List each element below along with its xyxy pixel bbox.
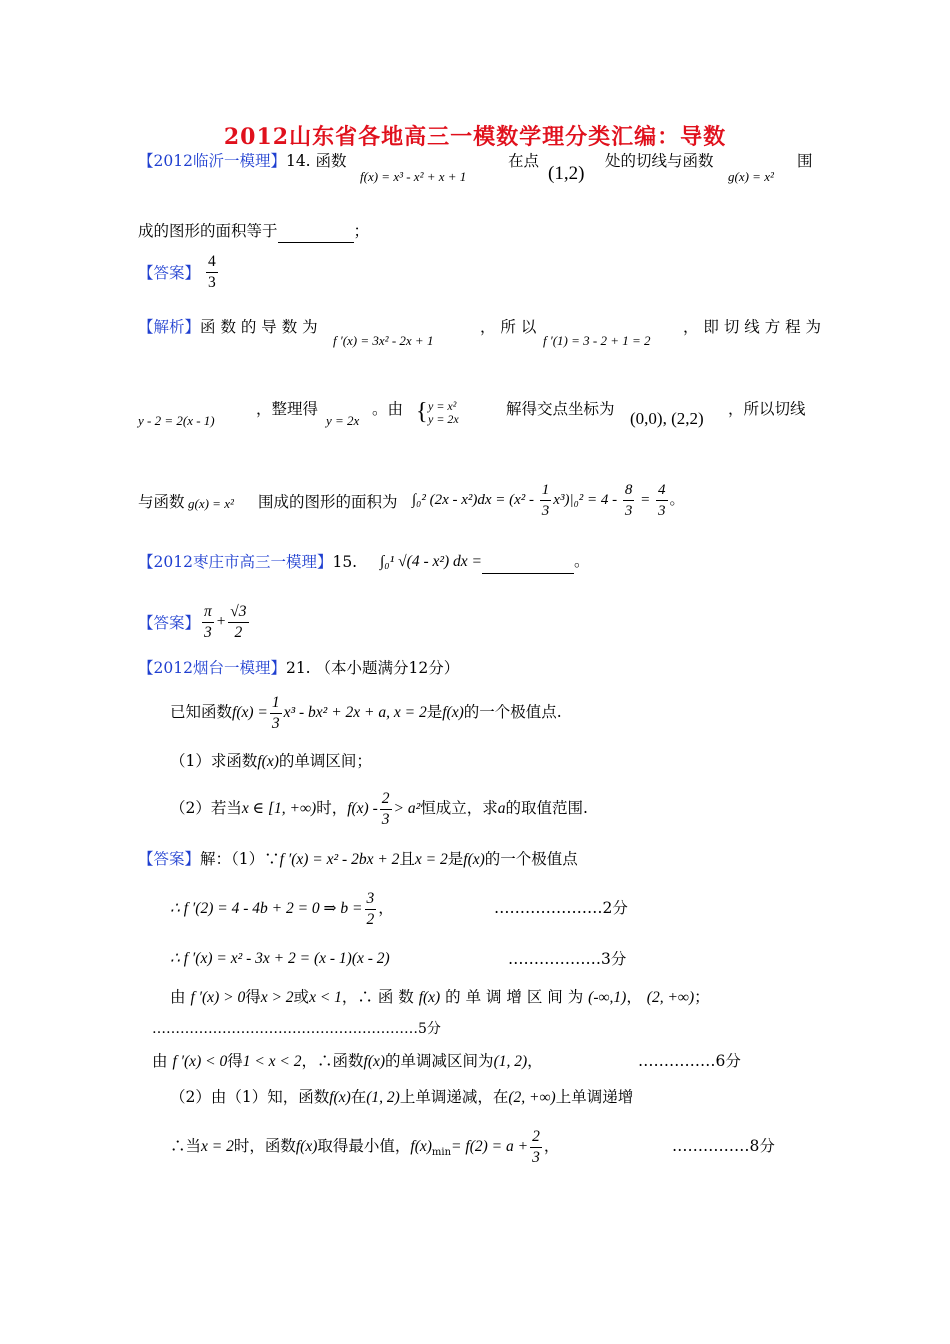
q3-s6-c: 1 < x < 2: [242, 1053, 302, 1070]
q3-s4-end: ；: [694, 988, 710, 1006]
q3-p1-end: 的单调区间；: [278, 752, 372, 770]
q3-p2-pre: （2）若当: [170, 799, 242, 817]
q3-answer-label: 【答案】: [138, 850, 201, 868]
q3-p2-mid2: 恒成立，求: [420, 799, 498, 817]
q3-s8-mid: 时，函数: [233, 1137, 296, 1155]
q1-cont-end: ；: [353, 222, 370, 240]
q3-s6-mid: 得: [227, 1052, 243, 1070]
q2-integral: ∫₀¹ √(4 - x²) dx =: [380, 553, 483, 570]
q3-part1: [170, 750, 372, 773]
q1-source-tag: 【2012临沂一模理】: [138, 152, 286, 170]
q3-s4-c1: x > 2: [260, 989, 294, 1006]
brace-icon: {: [416, 399, 428, 425]
q3-p1-pre: （1）求函数: [170, 752, 258, 770]
q2-answer-label: 【答案】: [138, 614, 201, 632]
q2-answer-value: [200, 602, 251, 643]
fraction-numerator: 2: [380, 789, 392, 810]
q2-end: 。: [574, 553, 590, 570]
q1-mid2: 处的切线与函数: [605, 152, 714, 170]
q3-p2-ineq: > a²: [393, 800, 421, 817]
q3-solution-8: [170, 1124, 559, 1175]
fraction-numerator: π: [202, 602, 214, 623]
q3-s8-expr: f(x): [410, 1138, 432, 1155]
q3-s4-mid3: 的 单 调 增 区 间 为: [445, 988, 584, 1006]
fraction-numerator: 1: [270, 693, 282, 714]
q1-prefix: 14. 函数: [285, 152, 347, 170]
fraction-denominator: 3: [271, 714, 280, 732]
q3-s4-i1: (-∞,1): [588, 989, 627, 1006]
q3-s7-f: f(x): [329, 1089, 351, 1106]
q3-s8-sub: min: [431, 1147, 452, 1159]
q3-s4-i2: (2, +∞): [646, 989, 695, 1006]
q2-answer: [138, 612, 200, 634]
q1-analysis: [138, 316, 318, 338]
q3-s8-comma: ，: [543, 1137, 560, 1155]
q1-a3-g: g(x) = x²: [188, 496, 234, 511]
q3-s1-mid2: 是: [447, 850, 464, 868]
q3-s2-score: …………………2分: [494, 899, 628, 917]
fraction-denominator: 3: [532, 1148, 540, 1166]
q3-part2: [170, 786, 588, 831]
q3-s7-mid2: 上单调递减，在: [399, 1088, 509, 1106]
fraction-numerator: 4: [206, 252, 218, 273]
q3-s1-expr: f ′(x) = x² - 2bx + 2: [279, 851, 400, 868]
fraction-denominator: 2: [234, 624, 243, 641]
q3-s4-pre: 由: [170, 988, 186, 1006]
q3-s6-mid2: ，∴函数: [301, 1052, 364, 1070]
q3-stem: [138, 657, 459, 679]
q1-g-function: g(x) = x²: [728, 169, 774, 184]
q3-s2-expr: ∴ f ′(2) = 4 - 4b + 2 = 0 ⇒ b =: [170, 900, 363, 917]
q3-s7-end: 上单调递增: [555, 1088, 634, 1106]
q1-system-eq1: y = x²: [428, 399, 457, 413]
integral-evaluation: x³)|₀² = 4 -: [553, 492, 621, 508]
q3-given-end: 是: [426, 703, 443, 721]
q1-answer-label: 【答案】: [138, 264, 201, 282]
q3-prefix: 21. （本小题满分12分）: [285, 659, 460, 677]
q3-given-end2: 的一个极值点.: [463, 703, 562, 721]
q3-s8-x: x = 2: [201, 1138, 234, 1155]
fraction-numerator: √3: [228, 602, 248, 623]
document-title: 2012山东省各地高三一模数学理分类汇编：导数: [223, 124, 727, 150]
q1-a2-end: ，所以切线: [728, 400, 806, 418]
fraction-denominator: 2: [366, 910, 375, 928]
q3-p1-f: f(x): [257, 753, 279, 770]
fraction-denominator: 3: [658, 503, 666, 520]
q3-s8-score: ……………8分: [672, 1137, 775, 1155]
q1-tangent-line: y - 2 = 2(x - 1): [138, 413, 215, 428]
q1-answer-fraction: [204, 252, 220, 293]
q1-analysis-label: 【解析】: [138, 318, 201, 336]
q3-s7-i2: (2, +∞): [508, 1089, 556, 1106]
plus-sign: +: [215, 613, 227, 631]
q3-solution-1: [138, 848, 578, 871]
q1-a1-mid: ， 所 以: [480, 318, 537, 336]
equals-sign: =: [636, 492, 655, 508]
q1-cont-text: 成的图形的面积等于: [138, 222, 278, 240]
q3-s6-score: ……………6分: [638, 1052, 741, 1070]
q3-p2-mid: 时，: [316, 799, 348, 817]
q3-s5-score: …………………………………………………5分: [152, 1021, 441, 1037]
q3-s4-comma: ，: [626, 988, 642, 1006]
q3-s4-or: 或: [293, 988, 310, 1006]
q3-s6-expr: f ′(x) < 0: [172, 1053, 228, 1070]
fraction-numerator: 4: [656, 480, 668, 501]
q2-source-tag: 【2012枣庄市高三一模理】: [138, 553, 333, 571]
q3-s8-mid2: 取得最小值，: [317, 1137, 411, 1155]
q3-s7-mid: 在: [350, 1088, 367, 1106]
q3-s3-score: ………………3分: [508, 950, 627, 968]
q3-s1-pre: 解：（1）∵: [200, 850, 280, 868]
q3-s6-comma: ，: [527, 1052, 543, 1070]
q3-p2-f: f(x) -: [347, 800, 378, 817]
q1-system-eq2: y = 2x: [428, 412, 459, 426]
q3-s6-i: (1, 2): [493, 1053, 528, 1070]
q3-s8-pre: ∴当: [170, 1137, 202, 1155]
q3-s1-x: x = 2: [414, 851, 448, 868]
q1-a3-end: 。: [669, 492, 685, 508]
q1-function: f(x) = x³ - x² + x + 1: [360, 169, 467, 184]
q3-source-tag: 【2012烟台一模理】: [138, 659, 286, 677]
q3-s8-f: f(x): [295, 1138, 318, 1155]
q3-solution-4: [170, 986, 710, 1009]
q3-p2-cond: x ∈ [1, +∞): [241, 800, 317, 817]
q2-stem: [138, 551, 357, 573]
q1-mid: 在点: [508, 152, 540, 170]
q3-solution-6: [152, 1050, 543, 1073]
q3-s7-i1: (1, 2): [366, 1089, 400, 1106]
q1-a3-pre: 与函数: [138, 493, 185, 511]
q3-s1-mid: 且: [399, 850, 415, 868]
fraction-denominator: 3: [208, 274, 216, 291]
q1-continuation: [138, 220, 369, 243]
integral-expression: ∫₀² (2x - x²)dx = (x² -: [412, 492, 538, 508]
q3-s6-mid3: 的单调减区间为: [385, 1052, 494, 1070]
fraction-denominator: 3: [204, 624, 212, 641]
q1-analysis-text: 函 数 的 导 数 为: [200, 318, 318, 336]
q1-integral: [412, 478, 685, 522]
fraction-numerator: 3: [365, 889, 377, 910]
q3-p2-end: 的取值范围.: [505, 799, 588, 817]
q3-solution-2: [170, 886, 394, 931]
q1-tangent-simplified: y = 2x: [326, 413, 360, 428]
q3-s4-f: f(x): [418, 989, 441, 1006]
q1-intersections: (0,0), (2,2): [630, 409, 704, 428]
q1-end: 围: [797, 152, 813, 170]
q3-given-f: f(x) =: [232, 704, 268, 721]
fraction-denominator: 3: [381, 810, 390, 828]
q3-given-f2: f(x): [442, 704, 464, 721]
q3-s1-f: f(x): [463, 851, 485, 868]
q1-stem: [138, 150, 347, 172]
q3-s6-pre: 由: [152, 1052, 168, 1070]
q1-slope: f ′(1) = 3 - 2 + 1 = 2: [543, 333, 651, 348]
q3-s8-expr2: = f(2) = a +: [451, 1138, 529, 1155]
answer-blank: [278, 220, 354, 243]
fraction-denominator: 3: [541, 503, 550, 520]
q1-derivative: f ′(x) = 3x² - 2x + 1: [333, 333, 434, 348]
q2-prefix: 15.: [332, 553, 358, 571]
q3-p2-a: a: [497, 800, 506, 817]
q3-s4-c2: x < 1: [309, 989, 342, 1006]
q1-a2-mid3: 解得交点坐标为: [506, 400, 615, 418]
q3-s4-expr: f ′(x) > 0: [190, 989, 246, 1006]
q3-s2-comma: ，: [378, 899, 394, 917]
q3-s4-mid2: ，∴ 函 数: [341, 988, 414, 1006]
q1-a2-mid: ，整理得: [256, 400, 319, 418]
q3-s1-end: 的一个极值点: [484, 850, 578, 868]
q3-s6-f: f(x): [363, 1053, 386, 1070]
fraction-numerator: 1: [540, 480, 552, 501]
q1-a2-mid2: 。由: [372, 400, 404, 418]
fraction-denominator: 3: [624, 503, 633, 520]
q3-s7-pre: （2）由（1）知，函数: [170, 1088, 330, 1106]
q2-expression: [380, 551, 590, 574]
q1-answer-tag: [138, 262, 200, 284]
q3-s4-mid: 得: [245, 988, 261, 1006]
q3-given-pre: 已知函数: [170, 703, 233, 721]
q1-a3-mid: 围成的图形的面积为: [258, 493, 398, 511]
fraction-numerator: 2: [530, 1127, 542, 1148]
q1-a1-end: ， 即 切 线 方 程 为: [683, 318, 822, 336]
q3-solution-3: ∴ f ′(x) = x² - 3x + 2 = (x - 1)(x - 2): [170, 950, 390, 967]
q3-solution-7: [170, 1086, 633, 1109]
q3-given: [170, 690, 562, 735]
answer-blank: [482, 551, 574, 574]
q1-point: (1,2): [548, 163, 585, 184]
q3-given-rest: x³ - bx² + 2x + a, x = 2: [283, 704, 427, 721]
fraction-numerator: 8: [623, 480, 635, 501]
